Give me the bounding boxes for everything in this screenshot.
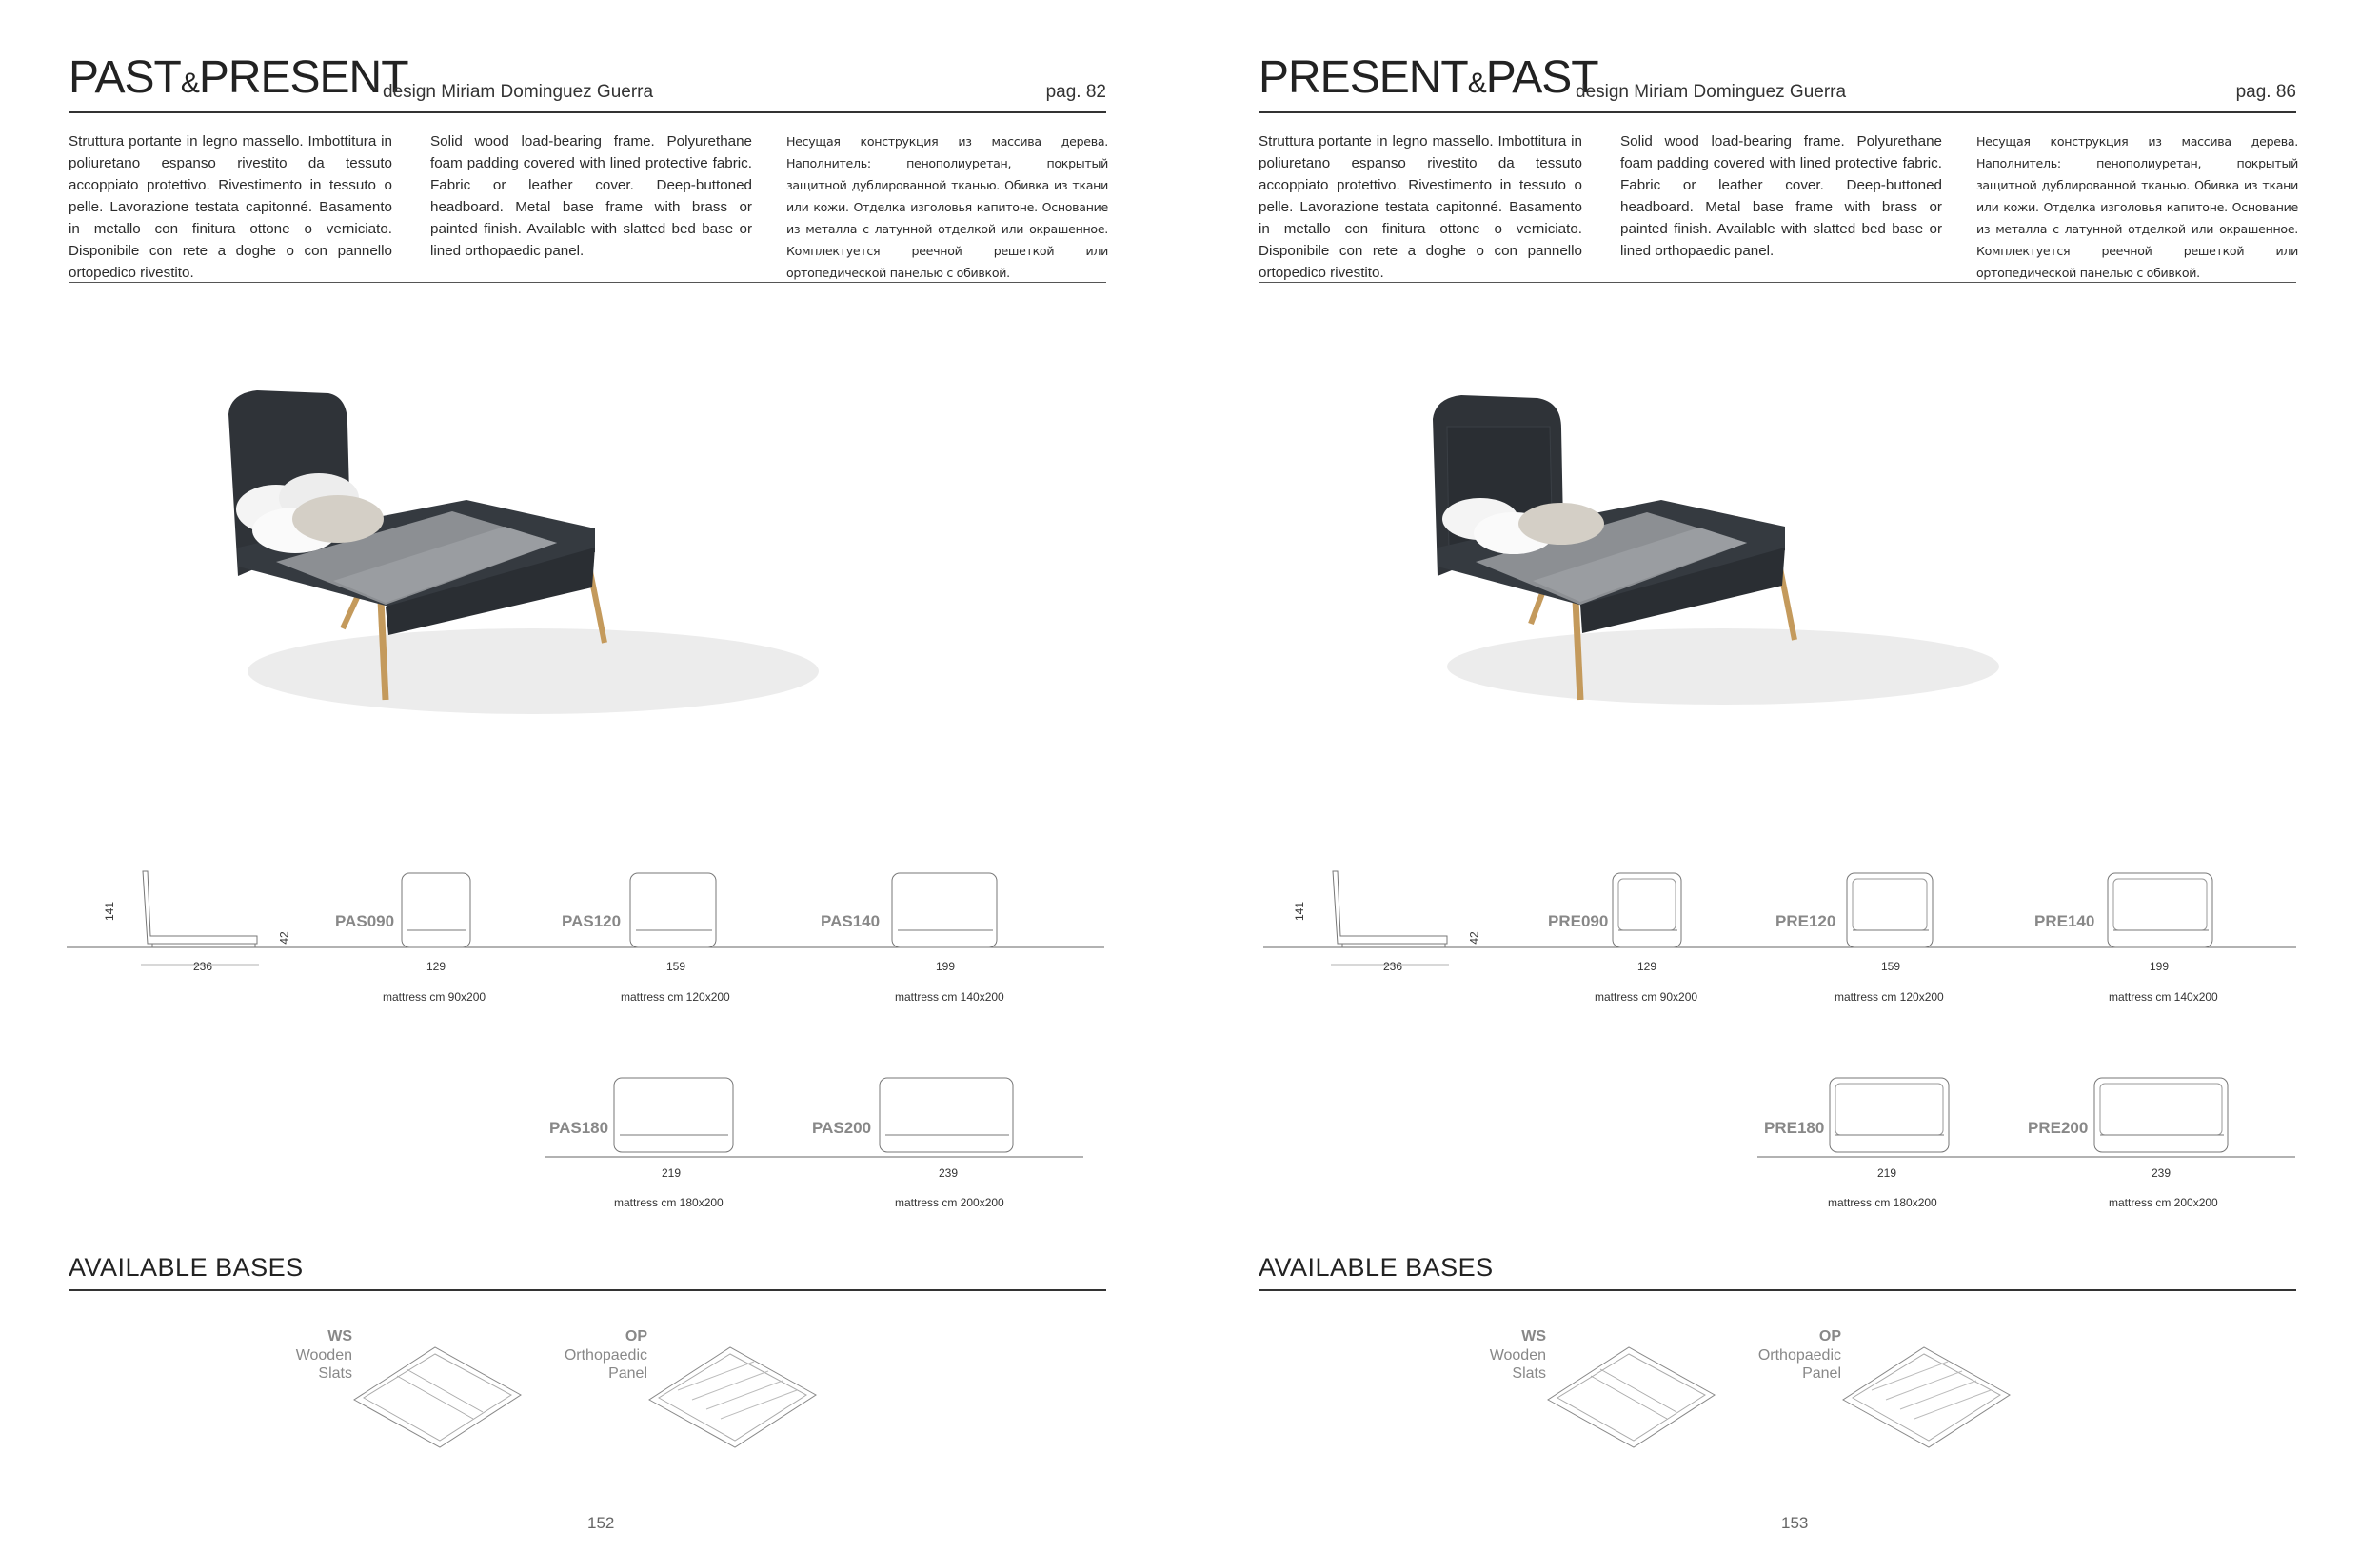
- orthopaedic-panel-icon: [649, 1343, 821, 1452]
- model-width: 239: [938, 1166, 959, 1180]
- model-width: 159: [665, 960, 686, 973]
- description-english: Solid wood load-bearing frame. Polyurethane foam padding covered with lined protective fabric. Fabric or leather cover. Deep-buttoned headboard. Metal base frame with brass or painted finish. Available with slatted bed base or lined orthopaedic panel.: [1620, 133, 1942, 259]
- model-code: PAS180: [549, 1119, 609, 1137]
- model-code: PRE090: [1548, 912, 1609, 930]
- product-title: PRESENT&PAST: [1259, 52, 1598, 103]
- model-mattress: mattress cm 140x200: [2109, 990, 2218, 1004]
- header-rule: [1259, 111, 2296, 113]
- model-code: PRE140: [2034, 912, 2095, 930]
- model-code: PAS140: [821, 912, 881, 930]
- page-number: 152: [587, 1514, 615, 1532]
- page-reference: pag. 82: [1045, 82, 1106, 102]
- front-view-drawing: [890, 871, 1000, 952]
- base-code: WS: [1521, 1328, 1546, 1344]
- designer-credit: design Miriam Dominguez Guerra: [383, 82, 654, 102]
- catalog-page-right: [1190, 0, 2380, 1553]
- bed-product-image: [219, 386, 828, 728]
- model-mattress: mattress cm 120x200: [621, 990, 730, 1004]
- section-title: AVAILABLE BASES: [1259, 1253, 1494, 1282]
- model-code: PRE120: [1775, 912, 1836, 930]
- product-title: PAST&PRESENT: [69, 52, 408, 103]
- base-label: Orthopaedic Panel: [1757, 1347, 1841, 1382]
- page-number: 153: [1781, 1514, 1809, 1532]
- model-mattress: mattress cm 180x200: [1828, 1196, 1937, 1209]
- front-view-drawing: [1845, 871, 1935, 952]
- model-code: PRE200: [2028, 1119, 2089, 1137]
- model-mattress: mattress cm 90x200: [383, 990, 486, 1004]
- model-width: 129: [1636, 960, 1657, 973]
- section-rule: [1259, 1289, 2296, 1291]
- model-mattress: mattress cm 140x200: [895, 990, 1004, 1004]
- front-view-drawing: [878, 1076, 1016, 1157]
- designer-credit: design Miriam Dominguez Guerra: [1576, 82, 1847, 102]
- side-view-drawing: [114, 852, 276, 966]
- model-width: 129: [426, 960, 446, 973]
- model-mattress: mattress cm 200x200: [2109, 1196, 2218, 1209]
- front-view-drawing: [612, 1076, 736, 1157]
- description-english: Solid wood load-bearing frame. Polyurethane foam padding covered with lined protective fabric. Fabric or leather cover. Deep-buttoned headboard. Metal base frame with brass or painted finish. Available with slatted bed base or lined orthopaedic panel.: [430, 133, 752, 259]
- base-label: Wooden Slats: [295, 1347, 352, 1382]
- description-rule: [1259, 282, 2296, 283]
- side-leg-dimension: 42: [1467, 931, 1481, 945]
- description-italian: Struttura portante in legno massello. Imbottitura in poliuretano espanso rivestito da tessuto accoppiato protettivo. Rivestimento in tessuto o pelle. Lavorazione testata capitonné. Basamento in metallo con finitura ottone o verniciato. Disponibile con rete a doghe o con pannello ortopedico rivestito.: [69, 133, 392, 281]
- model-width: 199: [2149, 960, 2170, 973]
- wooden-slats-icon: [354, 1343, 526, 1452]
- base-label: Orthopaedic Panel: [564, 1347, 647, 1382]
- model-mattress: mattress cm 90x200: [1595, 990, 1698, 1004]
- bed-product-image: [1418, 390, 2028, 733]
- description-rule: [69, 282, 1106, 283]
- description-italian: Struttura portante in legno massello. Imbottitura in poliuretano espanso rivestito da tessuto accoppiato protettivo. Rivestimento in tessuto o pelle. Lavorazione testata capitonné. Basamento in metallo con finitura ottone o verniciato. Disponibile con rete a doghe o con pannello ortopedico rivestito.: [1259, 133, 1582, 281]
- description-russian: Несущая конструкция из массива дерева. Наполнитель: пенополиуретан, покрытый защитной дублированной тканью. Обивка из ткани или кожи. Отделка изголовья капитоне. Основание из металла с латунной отделкой или окрашенное. Комплектуется реечной решеткой или ортопедической панелью с обивкой.: [1976, 134, 2298, 280]
- front-view-drawing: [1611, 871, 1687, 952]
- side-height-dimension: 141: [1293, 901, 1307, 922]
- orthopaedic-panel-icon: [1843, 1343, 2014, 1452]
- front-view-drawing: [2092, 1076, 2231, 1157]
- base-code: OP: [625, 1328, 647, 1344]
- header-rule: [69, 111, 1106, 113]
- model-code: PAS120: [562, 912, 622, 930]
- side-leg-dimension: 42: [277, 931, 291, 945]
- model-code: PRE180: [1764, 1119, 1825, 1137]
- front-view-drawing: [400, 871, 476, 947]
- description-russian: Несущая конструкция из массива дерева. Наполнитель: пенополиуретан, покрытый защитной дублированной тканью. Обивка из ткани или кожи. Отделка изголовья капитоне. Основание из металла с латунной отделкой или окрашенное. Комплектуется реечной решеткой или ортопедической панелью с обивкой.: [786, 134, 1108, 280]
- side-length-dimension: 236: [192, 960, 213, 973]
- side-height-dimension: 141: [103, 901, 117, 922]
- section-rule: [69, 1289, 1106, 1291]
- base-code: WS: [327, 1328, 352, 1344]
- base-code: OP: [1818, 1328, 1841, 1344]
- front-view-drawing: [1828, 1076, 1952, 1157]
- model-width: 239: [2151, 1166, 2172, 1180]
- model-width: 199: [935, 960, 956, 973]
- model-code: PAS200: [812, 1119, 872, 1137]
- side-length-dimension: 236: [1382, 960, 1403, 973]
- model-width: 219: [661, 1166, 682, 1180]
- model-mattress: mattress cm 200x200: [895, 1196, 1004, 1209]
- page-reference: pag. 86: [2235, 82, 2296, 102]
- model-mattress: mattress cm 180x200: [614, 1196, 724, 1209]
- base-label: Wooden Slats: [1489, 1347, 1546, 1382]
- front-view-drawing: [628, 871, 719, 952]
- wooden-slats-icon: [1548, 1343, 1719, 1452]
- model-width: 159: [1880, 960, 1901, 973]
- front-view-drawing: [2106, 871, 2215, 952]
- model-mattress: mattress cm 120x200: [1835, 990, 1944, 1004]
- model-code: PAS090: [335, 912, 395, 930]
- model-width: 219: [1876, 1166, 1897, 1180]
- side-view-drawing: [1304, 852, 1466, 966]
- section-title: AVAILABLE BASES: [69, 1253, 304, 1282]
